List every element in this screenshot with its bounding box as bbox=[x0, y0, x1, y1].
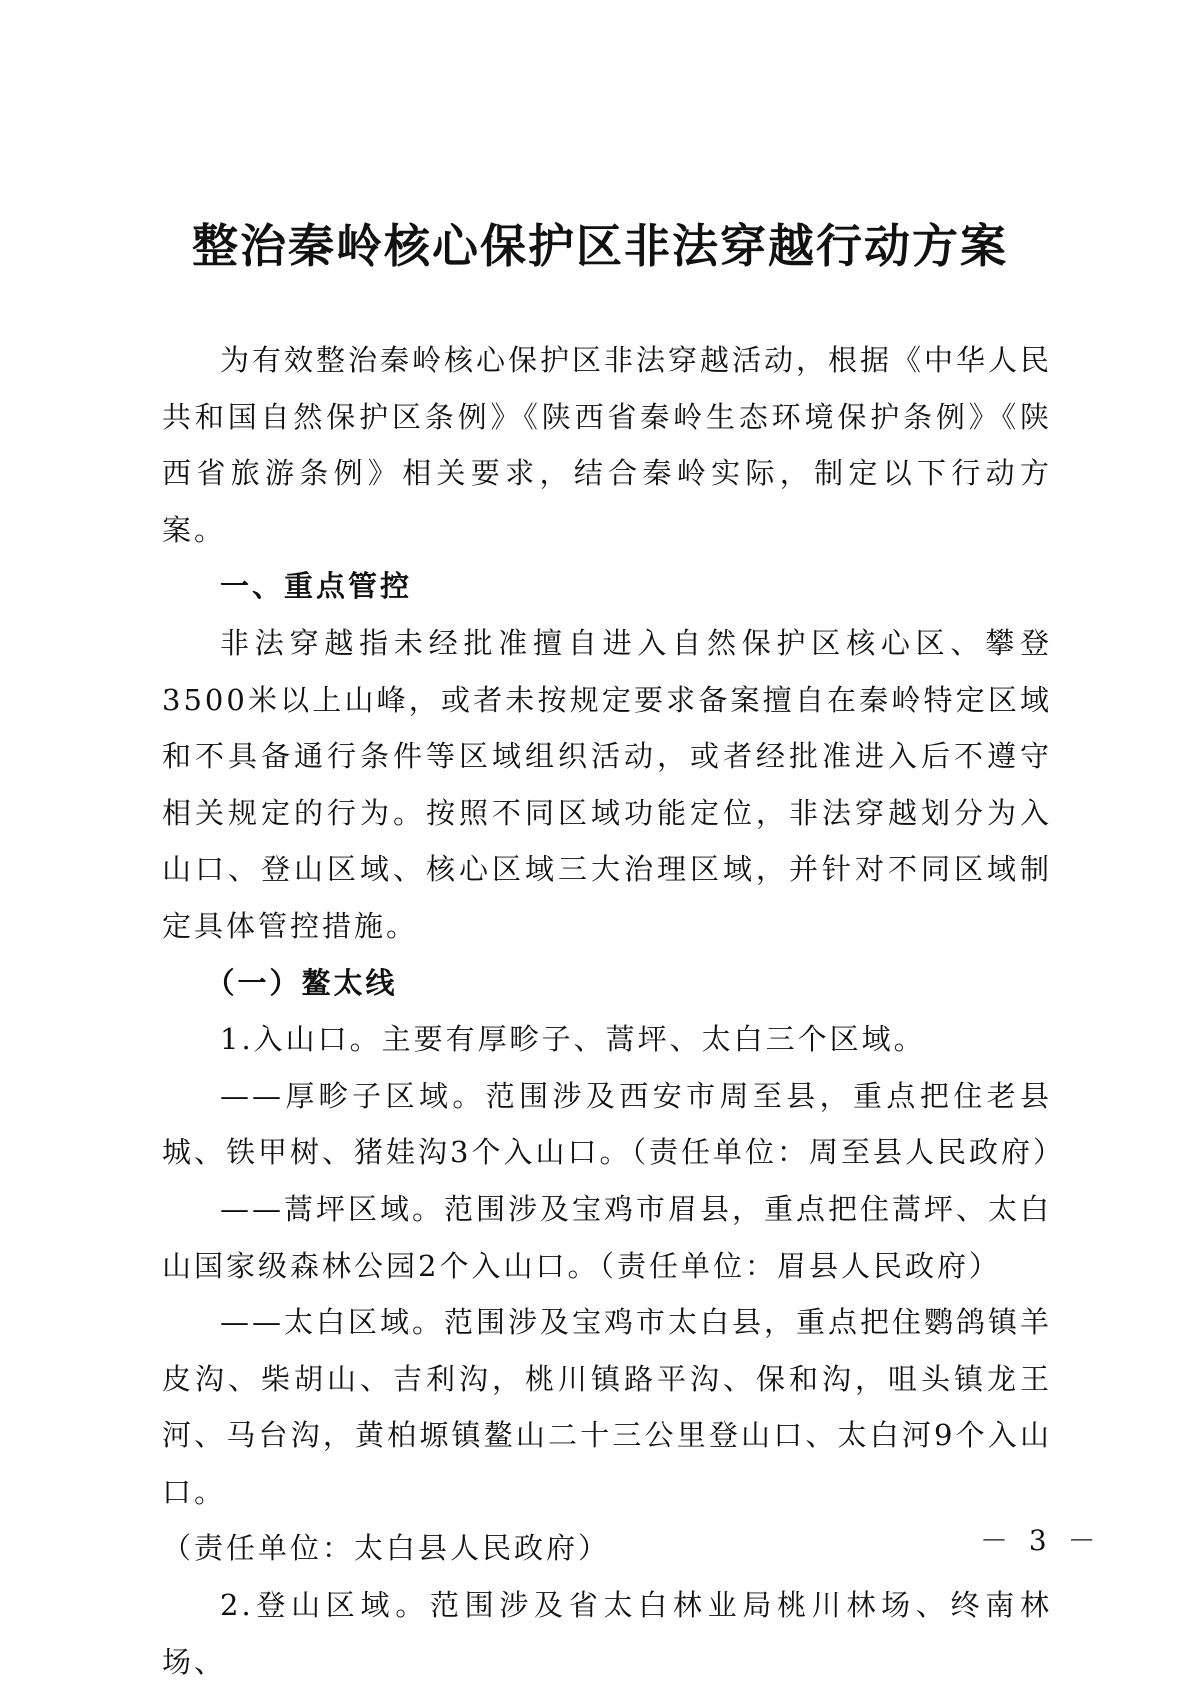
item-climbing-area: 2.登山区域。范围涉及省太白林业局桃川林场、终南林场、 bbox=[162, 1588, 1052, 1679]
item-houzhenzi-area: ——厚畛子区域。范围涉及西安市周至县，重点把住老县城、铁甲树、猪娃沟3个入山口。（责任单位：周至县人民政府） bbox=[162, 1078, 1065, 1170]
item-entrances: 1.入山口。主要有厚畛子、蒿坪、太白三个区域。 bbox=[220, 1022, 926, 1057]
document-title: 整治秦岭核心保护区非法穿越行动方案 bbox=[192, 219, 1008, 273]
section-heading-key-control: 一、重点管控 bbox=[220, 569, 413, 604]
intro-paragraph: 为有效整治秦岭核心保护区非法穿越活动，根据《中华人民共和国自然保护区条例》《陕西省秦岭生态环境保护条例》《陕西省旅游条例》相关要求，结合秦岭实际，制定以下行动方案。 bbox=[162, 343, 1053, 547]
subsection-heading-aotai-line: （一）鳌太线 bbox=[205, 965, 398, 1000]
document-body bbox=[162, 332, 1065, 1690]
item-taibai-area: ——太白区域。范围涉及宝鸡市太白县，重点把住鹦鸽镇羊皮沟、柴胡山、吉利沟，桃川镇路平沟、保和沟，咀头镇龙王河、马台沟，黄柏塬镇鳌山二十三公里登山口、太白河9个入山口。 bbox=[162, 1305, 1053, 1509]
item-taibai-responsible-unit: （责任单位：太白县人民政府） bbox=[162, 1531, 611, 1566]
page-number: － 3 － bbox=[980, 1524, 1102, 1557]
item-haoping-area: ——蒿坪区域。范围涉及宝鸡市眉县，重点把住蒿坪、太白山国家级森林公园2个入山口。（责任单位：眉县人民政府） bbox=[162, 1191, 1053, 1283]
section-body-definition: 非法穿越指未经批准擅自进入自然保护区核心区、攀登3500米以上山峰，或者未按规定要求备案擅自在秦岭特定区域和不具备通行条件等区域组织活动，或者经批准进入后不遵守相关规定的行为。按照不同区域功能定位，非法穿越划分为入山口、登山区域、核心区域三大治理区域，并针对不同区域制定具体管控措施。 bbox=[162, 625, 1052, 943]
